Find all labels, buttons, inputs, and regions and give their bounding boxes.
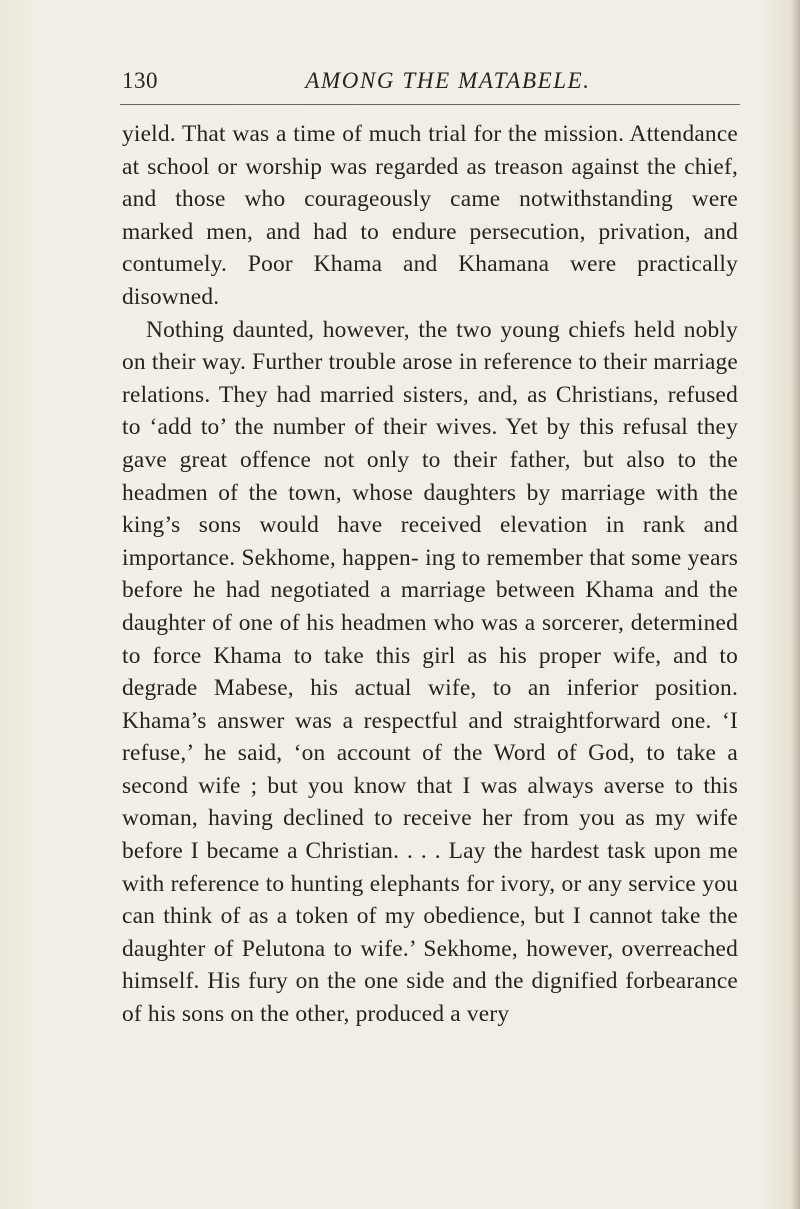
- body-text: [122, 118, 738, 1031]
- header-rule: [120, 104, 740, 105]
- page-header: [122, 62, 738, 106]
- running-head: AMONG THE MATABELE.: [305, 68, 591, 93]
- paragraph-1: yield. That was a time of much trial for the mission. Attendance at school or worship was regarded as treason against the chief, and those who courageously came notwithstanding were marked men, and had to endure persecution, privation, and contumely. Poor Khama and Khamana were practically disowned.: [122, 121, 738, 310]
- paragraph-2: Nothing daunted, however, the two young chiefs held nobly on their way. Further trouble arose in reference to their marriage relations. They had married sisters, and, as Christians, refused to ‘add to’ the number of their wives. Yet by this refusal they gave great offence not only to their father, but also to the headmen of the town, whose daughters by marriage with the king’s sons would have received elevation in rank and importance. Sekhome, happen- ing to remember that some years before he had negotiated a marriage between Khama and the daughter of one of his headmen who was a sorcerer, determined to force Khama to take this girl as his proper wife, and to degrade Mabese, his actual wife, to an inferior position. Khama’s answer was a respectful and straightforward one. ‘I refuse,’ he said, ‘on account of the Word of God, to take a second wife ; but you know that I was always averse to this woman, having declined to receive her from you as my wife before I became a Christian. . . . Lay the hardest task upon me with reference to hunting elephants for ivory, or any service you can think of as a token of my obedience, but I cannot take the daughter of Pelutona to wife.’ Sekhome, however, overreached himself. His fury on the one side and the dignified forbearance of his sons on the other, produced a very: [122, 316, 738, 1028]
- page-number: 130: [122, 68, 158, 93]
- page-edge-shadow: [790, 0, 800, 1209]
